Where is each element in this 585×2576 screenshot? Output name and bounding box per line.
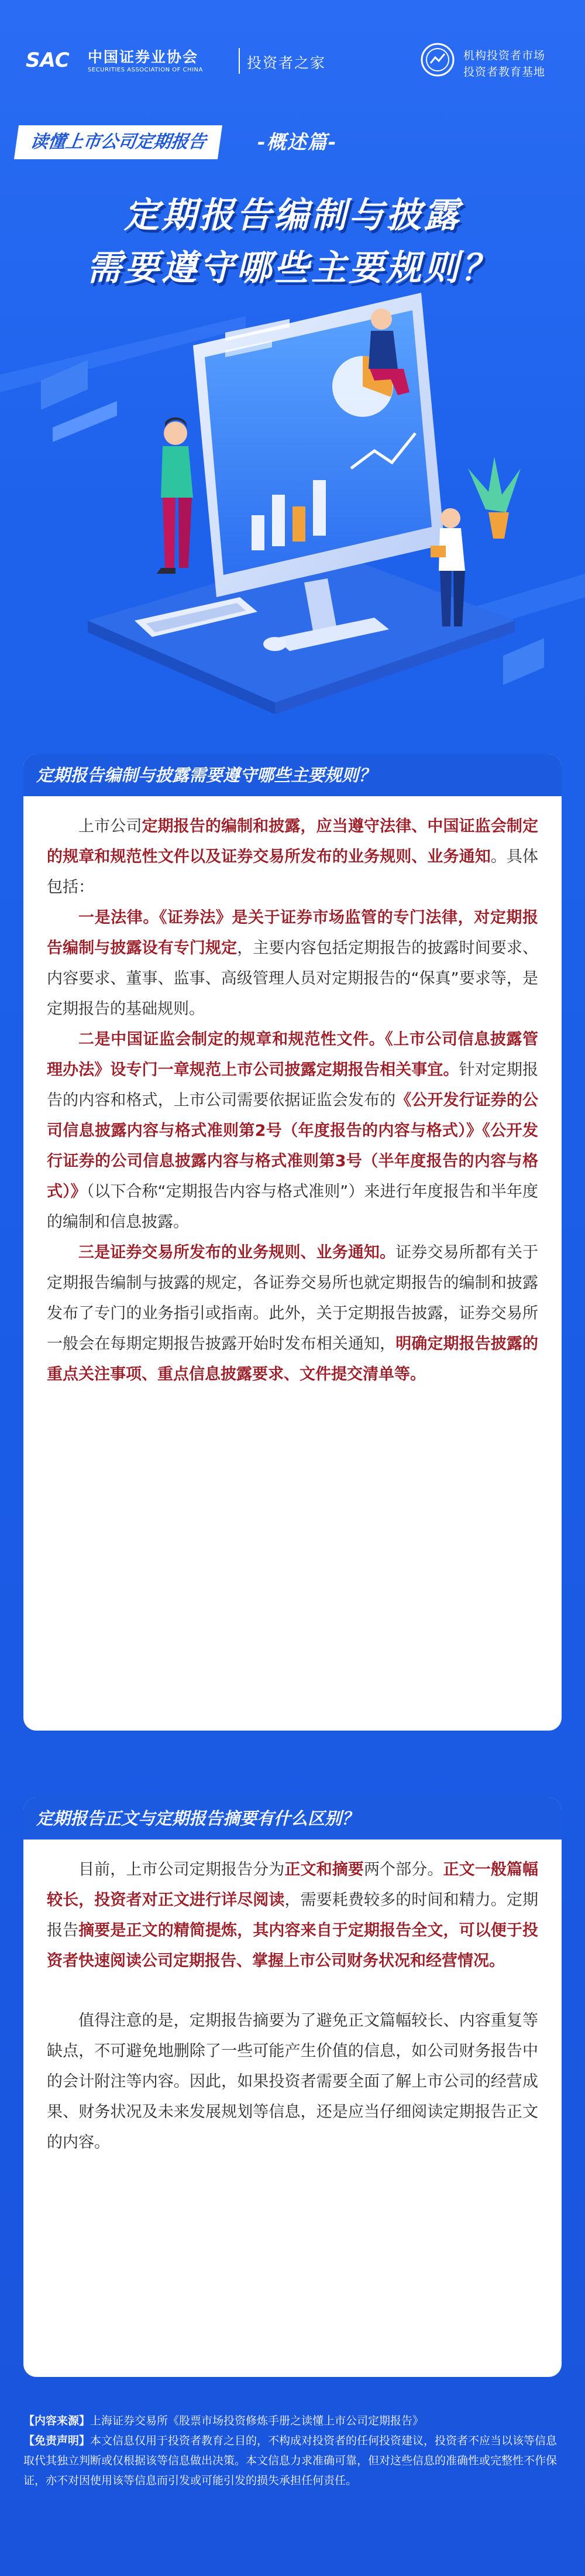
text-run: 针对定期报告的内容和格式，上市公司需要依据证监会发布的 bbox=[47, 1061, 539, 1109]
person-leg bbox=[163, 498, 176, 568]
summary-card-heading: 定期报告正文与定期报告摘要有什么区别？ bbox=[23, 1797, 562, 1839]
plant-pot bbox=[488, 512, 509, 539]
source-text: 上海证券交易所《股票市场投资修炼手册之读懂上市公司定期报告》 bbox=[90, 2414, 424, 2427]
main-title-line1: 定期报告编制与披露 bbox=[124, 195, 461, 236]
hero-illustration bbox=[0, 293, 585, 738]
summary-paragraph-2: 值得注意的是，定期报告摘要为了避免正文篇幅较长、内容重复等缺点，不可避免地删除了一些可能产生价值的信息，如公司财务报告中的会计附注等内容。因此，如果投资者需要全面了解上市公司的经营成果、财务状况及未来发展规划等信息，还是应当仔细阅读定期报告正文的内容。 bbox=[47, 2012, 538, 2152]
person-shirt bbox=[161, 446, 193, 498]
paragraph-gap bbox=[47, 1976, 538, 2006]
summary-card bbox=[23, 1797, 562, 2377]
text-run: （以下合称“定期报告内容与格式准则”）来进行年度报告和半年度的编制和信息披露。 bbox=[47, 1183, 539, 1231]
person2-shirt bbox=[369, 331, 398, 369]
bar-4 bbox=[313, 480, 326, 536]
rule-law-paragraph bbox=[47, 903, 538, 1025]
sac-name-cn: 中国证券业协会 bbox=[88, 49, 199, 66]
text-run: 证券交易所都有关于定期报告编制与披露的规定，各证券交易所也就定期报告的编制和披露发布了专门的业务指引或指南。此外，关于定期报告披露，证券交易所一般会在每期定期报告披露开始时发布相关通知， bbox=[47, 1244, 539, 1353]
highlight-run: 摘要是正文的精简提炼，其内容来自于定期报告全文，可以便于投资者快速阅读公司定期报告、掌握上市公司财务状况和经营情况。 bbox=[47, 1921, 539, 1970]
main-title-line2: 需要遵守哪些主要规则？ bbox=[87, 248, 498, 289]
person-leg-2 bbox=[178, 498, 192, 568]
footer-notes bbox=[23, 2411, 562, 2491]
text-run: 两个部分。 bbox=[363, 1861, 443, 1879]
bar-2 bbox=[272, 495, 285, 546]
section-title: 投资者之家 bbox=[247, 54, 326, 71]
tile-shape-2 bbox=[53, 401, 117, 442]
person-head bbox=[164, 422, 187, 445]
rules-intro-paragraph bbox=[47, 811, 538, 903]
series-subtitle: -概述篇- bbox=[257, 131, 338, 153]
highlight-run: 三是证券交易所发布的业务规则、业务通知。 bbox=[78, 1244, 396, 1262]
person3-head bbox=[441, 508, 460, 528]
text-run: 上市公司 bbox=[78, 817, 142, 835]
text-run: ，主要内容包括定期报告的披露时间要求、内容要求、董事、监事、高级管理人员对定期报告的“保真”要求等，是定期报告的基础规则。 bbox=[47, 939, 539, 1018]
bar-1 bbox=[252, 515, 264, 550]
highlight-run: 明确定期报告披露的重点关注事项、重点信息披露要求、文件提交清单等。 bbox=[47, 1335, 539, 1383]
summary-paragraph-1 bbox=[47, 1855, 538, 1976]
summary-card-body bbox=[23, 1839, 562, 2158]
text-run: ，需要耗费较多的时间和精力。定期报告 bbox=[47, 1891, 538, 1940]
text-run: 。具体包括： bbox=[47, 848, 539, 896]
plant-icon bbox=[468, 457, 521, 512]
investor-base-logo-icon bbox=[420, 42, 455, 77]
text-run: 目前，上市公司定期报告分为 bbox=[78, 1861, 285, 1879]
rules-card bbox=[23, 754, 562, 1731]
mouse-icon bbox=[263, 637, 287, 651]
series-tag: 读懂上市公司定期报告 bbox=[14, 125, 222, 159]
person2-head bbox=[371, 309, 392, 330]
disclaimer-label: 【免责声明】 bbox=[23, 2434, 91, 2447]
rules-card-body bbox=[23, 796, 562, 1390]
source-label: 【内容来源】 bbox=[23, 2414, 91, 2427]
highlight-run: 二是中国证监会制定的规章和规范性文件。《上市公司信息披露管理办法》设专门一章规范上市公司披露定期报告相关事宜。 bbox=[47, 1030, 538, 1079]
highlight-run: 正文一般篇幅较长，投资者对正文进行详尽阅读 bbox=[47, 1861, 539, 1909]
phone-icon bbox=[431, 546, 446, 557]
highlight-run: 《证券法》是关于证券市场监管的专门法律，对定期报告编制与披露设有专门规定 bbox=[47, 909, 539, 957]
sac-logo-text: SAC bbox=[26, 49, 70, 72]
highlight-run: 《公开发行证券的公司信息披露内容与格式准则第2号（年度报告的内容与格式）》《公开发行证券的公司信息披露内容与格式准则第3号（半年度报告的内容与格式）》 bbox=[47, 1091, 539, 1201]
rule-csrc-paragraph bbox=[47, 1025, 538, 1238]
rule-exchange-paragraph bbox=[47, 1238, 538, 1390]
bar-3 bbox=[292, 506, 305, 542]
base-name-line2: 投资者教育基地 bbox=[463, 66, 546, 78]
sac-name-en: SECURITIES ASSOCIATION OF CHINA bbox=[88, 67, 203, 73]
disclaimer-text: 本文信息仅用于投资者教育之目的，不构成对投资者的任何投资建议，投资者不应当以该等信息取代其独立判断或仅根据该等信息做出决策。本文信息力求准确可靠，但对这些信息的准确性或完整性不作保证，亦不对因使用该等信息而引发或可能引发的损失承担任何责任。 bbox=[23, 2434, 558, 2487]
disclaimer-line bbox=[23, 2431, 562, 2491]
tile-shape-3 bbox=[503, 638, 544, 685]
header-divider bbox=[239, 48, 240, 74]
person-shoe bbox=[157, 568, 176, 574]
rules-card-heading: 定期报告编制与披露需要遵守哪些主要规则？ bbox=[23, 754, 562, 796]
top-header bbox=[0, 0, 585, 117]
highlight-run: 正文和摘要 bbox=[284, 1861, 364, 1879]
highlight-run: 定期报告的编制和披露，应当遵守法律、中国证监会制定的规章和规范性文件以及证券交易所发布的业务规则、业务通知 bbox=[47, 817, 539, 866]
source-line bbox=[23, 2411, 562, 2431]
sac-logo-icon bbox=[25, 46, 81, 74]
highlight-run: 一是法律。 bbox=[78, 909, 159, 927]
base-name-line1: 机构投资者市场 bbox=[463, 49, 546, 62]
